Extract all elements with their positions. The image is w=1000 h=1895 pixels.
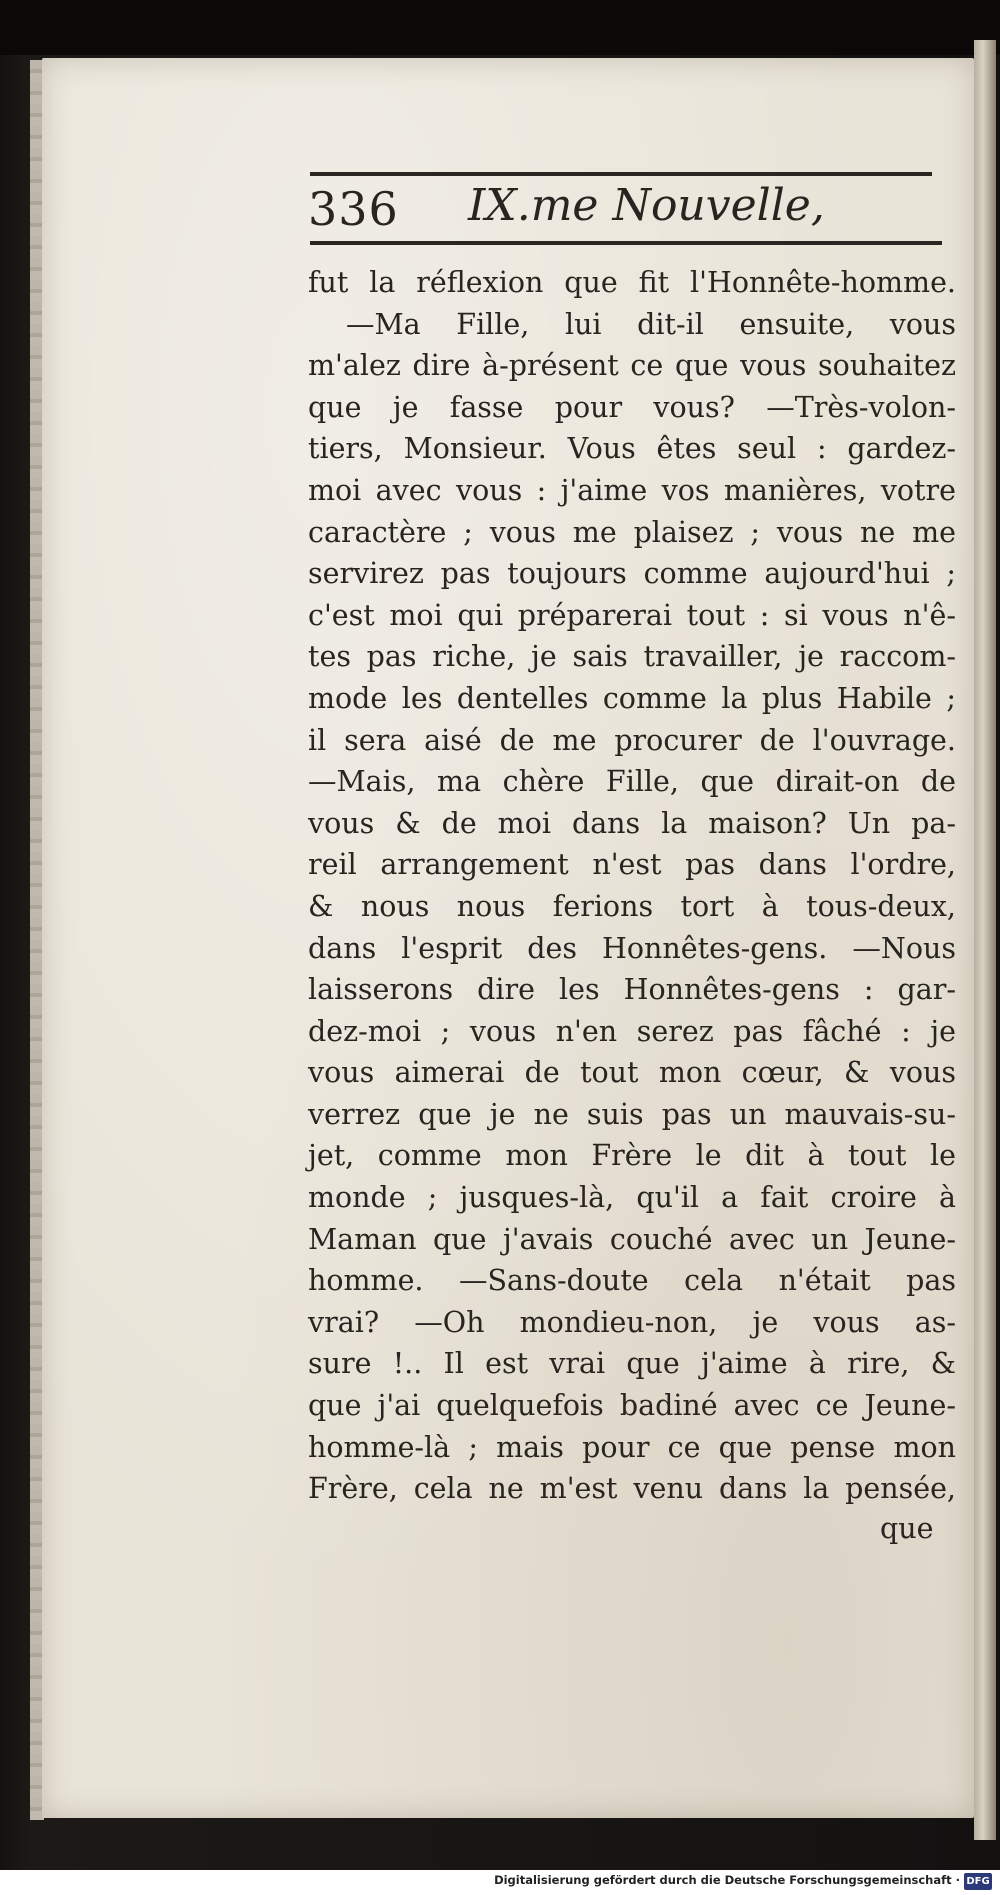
text-line: c'est moi qui préparerai tout : si vous n'ê- [308,598,956,632]
running-head [308,176,948,240]
text-line: laisserons dire les Honnêtes-gens : gar- [308,973,956,1007]
text-line: que je fasse pour vous? —Très-volon- [308,390,956,424]
text-line: dez-moi ; vous n'en serez pas fâché : je [308,1014,956,1048]
text-line: tiers, Monsieur. Vous êtes seul : gardez- [308,432,956,466]
header-rule-bottom [310,241,942,245]
digitization-credit: Digitalisierung gefördert durch die Deutsche Forschungsgemeinschaft · [494,1873,960,1887]
text-line: tes pas riche, je sais travailler, je raccom- [308,640,956,674]
text-line: dans l'esprit des Honnêtes-gens. —Nous [308,931,956,965]
text-line: caractère ; vous me plaisez ; vous ne me [308,515,956,549]
text-line: monde ; jusques-là, qu'il a fait croire à [308,1181,956,1215]
running-title: IX.me Nouvelle, [468,180,825,231]
text-line: vous aimerai de tout mon cœur, & vous [308,1056,956,1090]
text-line: homme-là ; mais pour ce que pense mon [308,1430,956,1464]
text-line: il sera aisé de me procurer de l'ouvrage. [308,723,956,757]
text-line: Frère, cela ne m'est venu dans la pensée, [308,1472,956,1506]
text-line: que j'ai quelquefois badiné avec ce Jeune- [308,1389,956,1423]
text-line: mode les dentelles comme la plus Habile ; [308,681,956,715]
text-line: sure !.. Il est vrai que j'aime à rire, & [308,1347,956,1381]
text-line: vrai? —Oh mondieu-non, je vous as- [308,1305,956,1339]
text-line: m'alez dire à-présent ce que vous souhaitez [308,349,956,383]
page-number: 336 [308,182,399,236]
text-line: fut la réflexion que fit l'Honnête-homme. [308,266,956,299]
text-line: Maman que j'avais couché avec un Jeune- [308,1222,956,1256]
book-spine-edge [974,40,996,1840]
text-line: moi avec vous : j'aime vos manières, votre [308,473,956,507]
text-line: —Mais, ma chère Fille, que dirait-on de [308,765,956,799]
text-line: vous & de moi dans la maison? Un pa- [308,806,956,840]
text-line: servirez pas toujours comme aujourd'hui ; [308,557,956,591]
text-line: reil arrangement n'est pas dans l'ordre, [308,848,956,882]
text-line: verrez que je ne suis pas un mauvais-su- [308,1097,956,1131]
text-line: homme. —Sans-doute cela n'était pas [308,1264,956,1298]
catchword: que [880,1512,934,1545]
text-line: jet, comme mon Frère le dit à tout le [308,1139,956,1173]
scan-top-band [0,0,1000,55]
dfg-logo: DFG [964,1873,992,1890]
text-line: —Ma Fille, lui dit-il ensuite, vous [346,307,956,341]
body-text [308,262,956,1510]
text-line: & nous nous ferions tort à tous-deux, [308,889,956,923]
